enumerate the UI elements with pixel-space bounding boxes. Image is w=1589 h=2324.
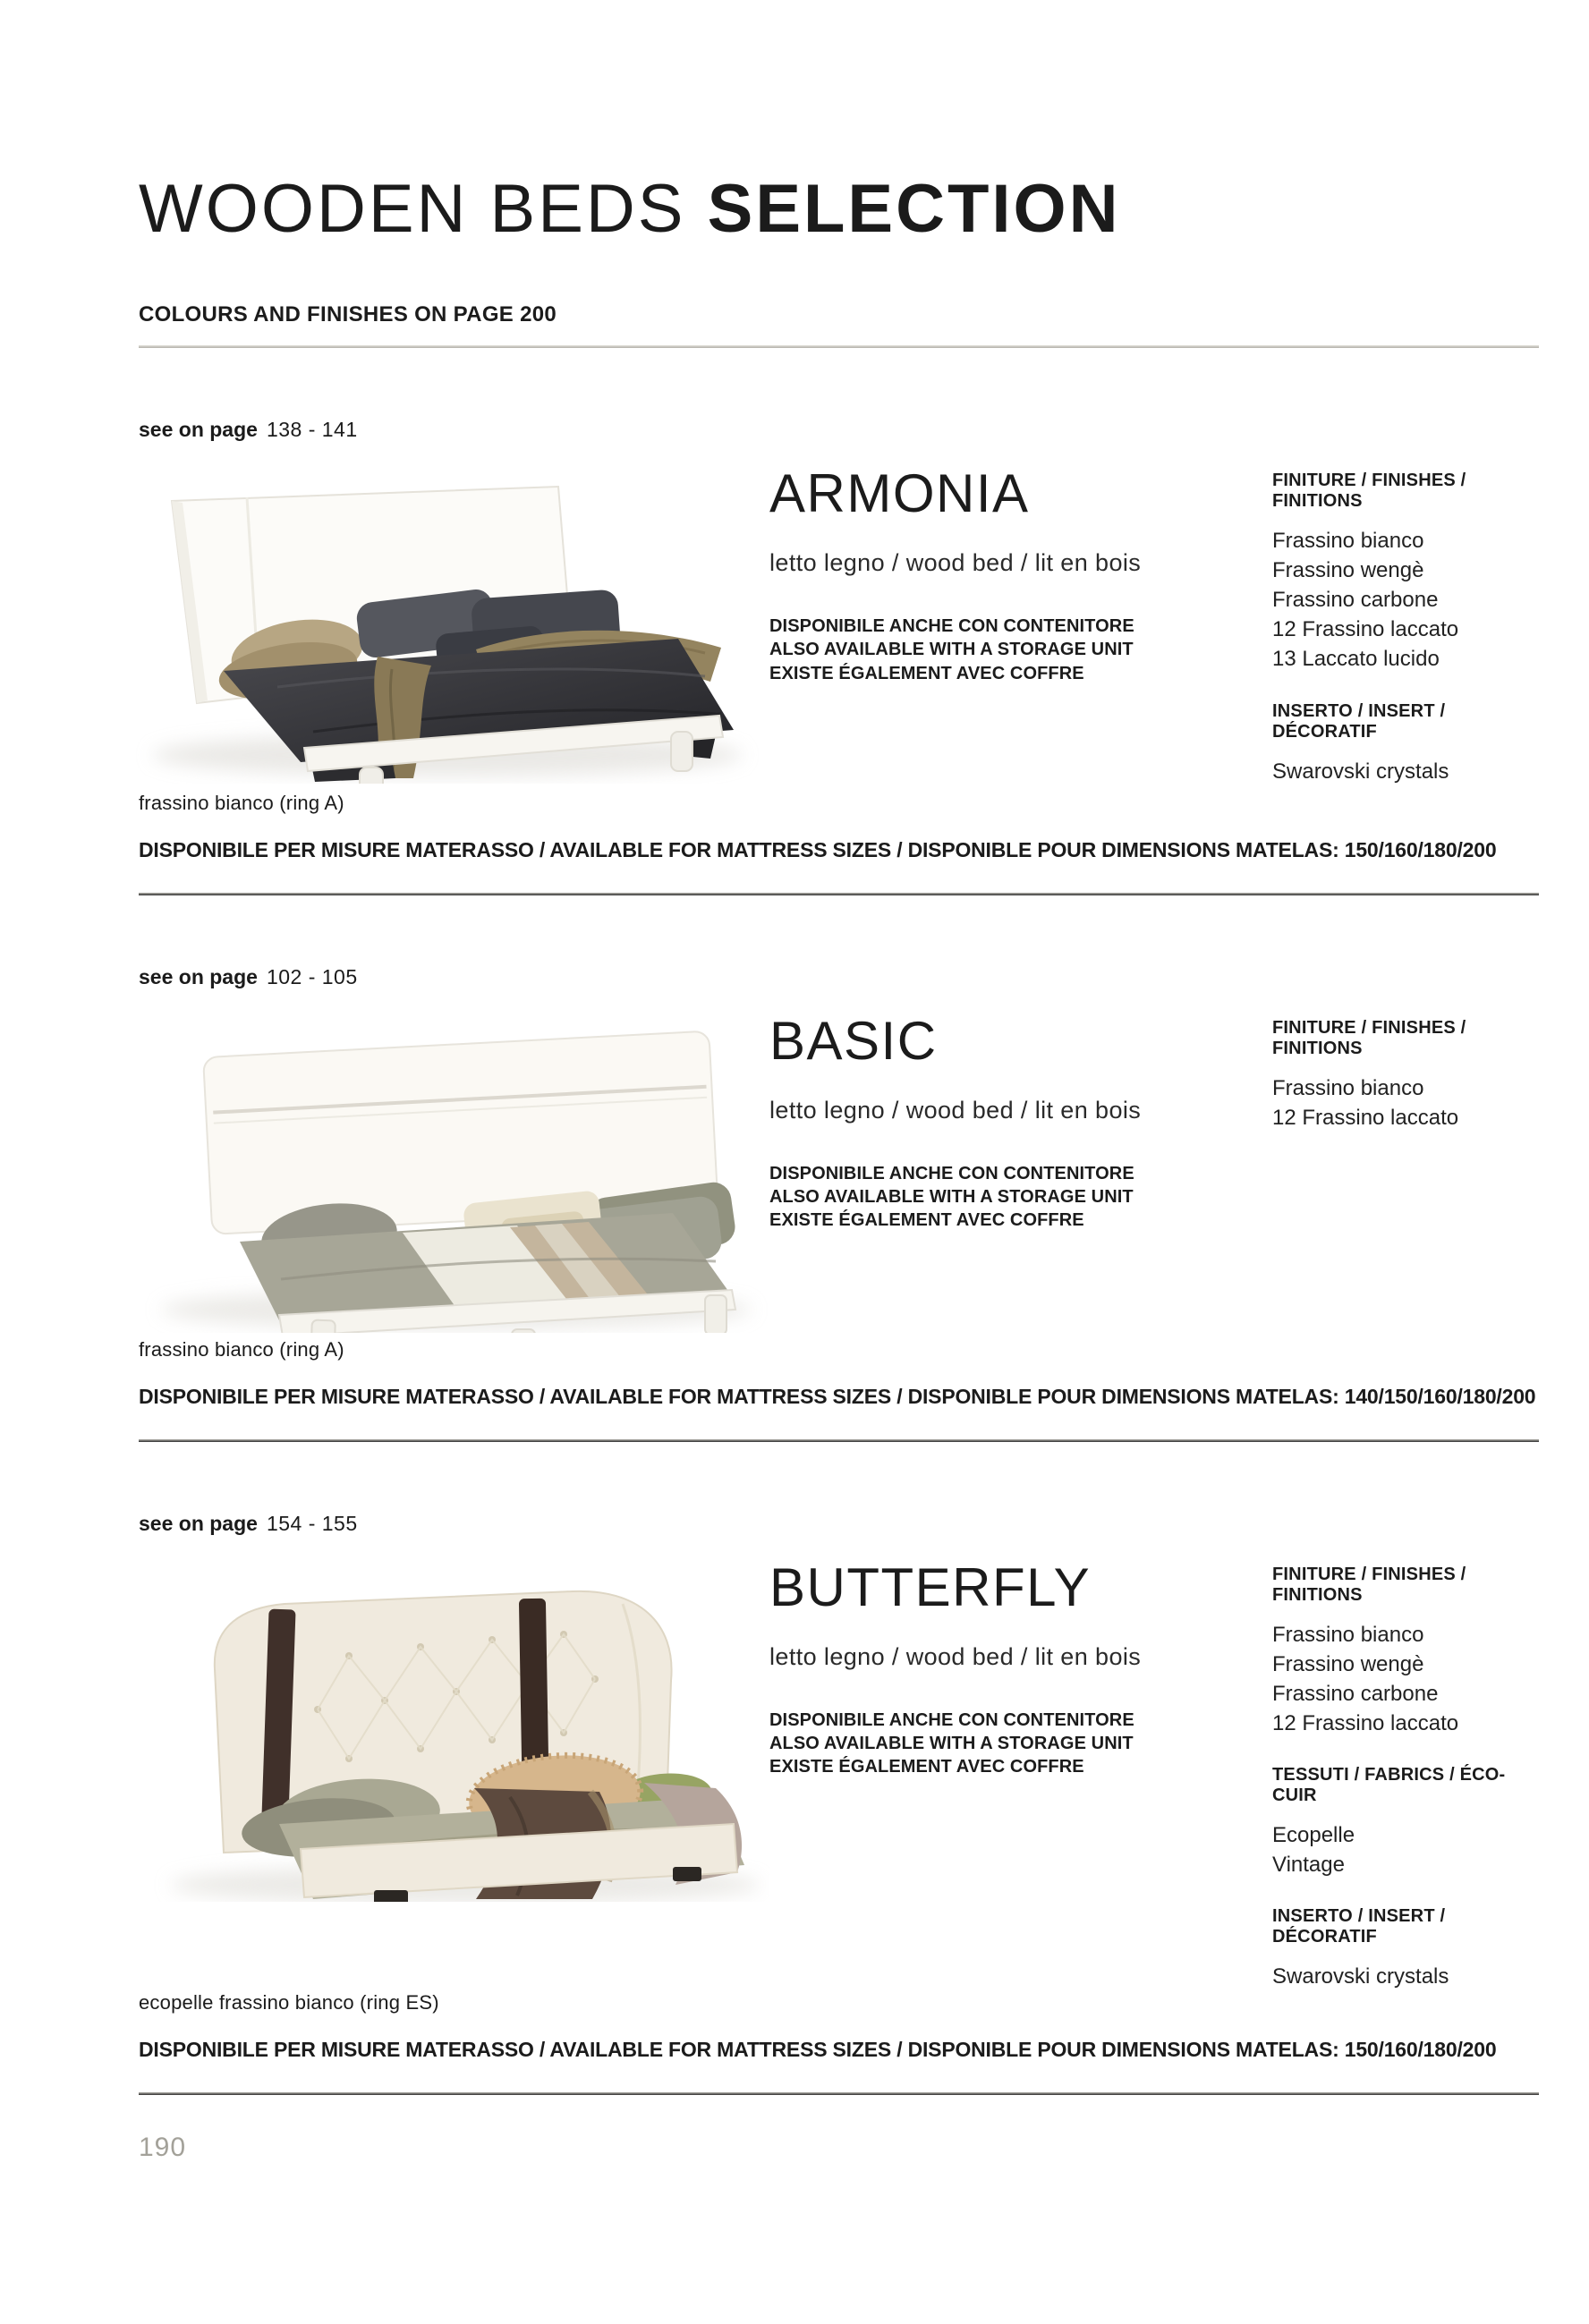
- storage-line-en: ALSO AVAILABLE WITH A STORAGE UNIT: [769, 1187, 1134, 1208]
- spec-heading: INSERTO / INSERT / DÉCORATIF: [1272, 700, 1446, 742]
- product-row: [139, 1011, 1539, 1333]
- spec-items: [1272, 1820, 1539, 1879]
- spec-item: Frassino carbone: [1272, 1681, 1439, 1706]
- see-on-page-value: 102 - 105: [266, 964, 358, 988]
- page-title-bold: SELECTION: [707, 171, 1121, 247]
- photo-caption: ecopelle frassino bianco (ring ES): [139, 1991, 439, 2014]
- product-section-armonia: [139, 418, 1539, 895]
- spec-item: Frassino wengè: [1272, 1651, 1424, 1676]
- product-section-butterfly: [139, 1512, 1539, 2096]
- storage-line-it: DISPONIBILE ANCHE CON CONTENITORE: [769, 616, 1134, 636]
- spec-items: [1272, 1620, 1539, 1738]
- spec-heading: TESSUTI / FABRICS / ÉCO-CUIR: [1272, 1765, 1506, 1806]
- product-specs: [1235, 1557, 1539, 1992]
- product-section-basic: [139, 965, 1539, 1442]
- armonia-bed-photo: [89, 463, 769, 784]
- section-divider: [139, 2092, 1539, 2095]
- spec-item: Frassino carbone: [1272, 588, 1439, 613]
- see-on-page-row: [139, 965, 1539, 989]
- butterfly-bed-photo: [89, 1557, 769, 1902]
- spec-heading: INSERTO / INSERT / DÉCORATIF: [1272, 1906, 1446, 1947]
- mattress-sizes-line: DISPONIBILE PER MISURE MATERASSO / AVAILABLE FOR MATTRESS SIZES / DISPONIBLE POUR DIMENSIONS MATELAS: 150/160/180/200: [139, 2038, 1497, 2062]
- page-title-light: WOODEN BEDS: [139, 171, 686, 247]
- storage-note: [769, 1709, 1235, 1779]
- spec-item: 12 Frassino laccato: [1272, 617, 1459, 642]
- spec-item: 12 Frassino laccato: [1272, 1710, 1459, 1735]
- product-info: [769, 463, 1235, 685]
- basic-bed-photo: [89, 1011, 769, 1333]
- spec-items: [1272, 1962, 1539, 1991]
- section-divider: [139, 1439, 1539, 1442]
- product-specs: [1235, 463, 1539, 786]
- product-name: BASIC: [769, 1010, 938, 1071]
- spec-item: 12 Frassino laccato: [1272, 1105, 1459, 1130]
- mattress-sizes-line: DISPONIBILE PER MISURE MATERASSO / AVAILABLE FOR MATTRESS SIZES / DISPONIBLE POUR DIMENSIONS MATELAS: 140/150/160/180/200: [139, 1384, 1536, 1408]
- header-divider: [139, 345, 1539, 348]
- photo-caption: frassino bianco (ring A): [139, 791, 344, 814]
- colours-finishes-note: COLOURS AND FINISHES ON PAGE 200: [139, 302, 557, 327]
- storage-line-it: DISPONIBILE ANCHE CON CONTENITORE: [769, 1163, 1134, 1183]
- spec-item: 13 Laccato lucido: [1272, 647, 1440, 672]
- product-info: [769, 1557, 1235, 1779]
- spec-item: Ecopelle: [1272, 1823, 1355, 1848]
- spec-group-finishes: [1272, 1018, 1539, 1132]
- spec-item: Frassino bianco: [1272, 1075, 1424, 1100]
- spec-heading: FINITURE / FINISHES / FINITIONS: [1272, 1564, 1466, 1605]
- spec-item: Vintage: [1272, 1853, 1345, 1878]
- see-on-page-label: see on page: [139, 1511, 258, 1535]
- storage-line-fr: EXISTE ÉGALEMENT AVEC COFFRE: [769, 1757, 1084, 1777]
- spec-items: [1272, 757, 1539, 786]
- spec-item: Swarovski crystals: [1272, 1964, 1449, 1989]
- spec-group-finishes: [1272, 1565, 1539, 1738]
- basic-bed-illustration: [89, 1011, 769, 1333]
- product-info: [769, 1011, 1235, 1233]
- product-type-line: letto legno / wood bed / lit en bois: [769, 549, 1142, 576]
- spec-items: [1272, 526, 1539, 674]
- storage-line-fr: EXISTE ÉGALEMENT AVEC COFFRE: [769, 1210, 1084, 1231]
- product-type-line: letto legno / wood bed / lit en bois: [769, 1096, 1142, 1124]
- see-on-page-value: 138 - 141: [266, 418, 358, 441]
- see-on-page-row: [139, 1512, 1539, 1536]
- spec-item: Frassino bianco: [1272, 1622, 1424, 1647]
- spec-item: Frassino wengè: [1272, 558, 1424, 583]
- spec-group-fabrics: [1272, 1765, 1539, 1879]
- product-name: BUTTERFLY: [769, 1556, 1092, 1617]
- see-on-page-label: see on page: [139, 964, 258, 988]
- storage-note: [769, 615, 1235, 685]
- storage-line-fr: EXISTE ÉGALEMENT AVEC COFFRE: [769, 663, 1084, 683]
- storage-line-it: DISPONIBILE ANCHE CON CONTENITORE: [769, 1709, 1134, 1730]
- spec-heading: FINITURE / FINISHES / FINITIONS: [1272, 471, 1466, 511]
- spec-group-insert: [1272, 701, 1539, 786]
- product-row: [139, 1557, 1539, 1992]
- mattress-sizes-line: DISPONIBILE PER MISURE MATERASSO / AVAILABLE FOR MATTRESS SIZES / DISPONIBLE POUR DIMENSIONS MATELAS: 150/160/180/200: [139, 837, 1497, 861]
- spec-group-insert: [1272, 1906, 1539, 1991]
- product-type-line: letto legno / wood bed / lit en bois: [769, 1642, 1142, 1670]
- spec-item: Swarovski crystals: [1272, 759, 1449, 784]
- page-title: [139, 0, 1539, 247]
- spec-item: Frassino bianco: [1272, 529, 1424, 553]
- spec-items: [1272, 1073, 1539, 1132]
- storage-line-en: ALSO AVAILABLE WITH A STORAGE UNIT: [769, 1734, 1134, 1754]
- spec-heading: FINITURE / FINISHES / FINITIONS: [1272, 1017, 1466, 1058]
- butterfly-bed-illustration: [89, 1557, 769, 1902]
- product-name: ARMONIA: [769, 463, 1030, 523]
- see-on-page-label: see on page: [139, 418, 258, 441]
- product-row: [139, 463, 1539, 786]
- armonia-bed-illustration: [89, 463, 769, 784]
- storage-line-en: ALSO AVAILABLE WITH A STORAGE UNIT: [769, 640, 1134, 660]
- see-on-page-row: [139, 418, 1539, 442]
- storage-note: [769, 1162, 1235, 1233]
- product-specs: [1235, 1011, 1539, 1132]
- spec-group-finishes: [1272, 471, 1539, 674]
- photo-caption: frassino bianco (ring A): [139, 1337, 344, 1361]
- section-divider: [139, 893, 1539, 895]
- see-on-page-value: 154 - 155: [266, 1511, 358, 1535]
- page-number: 190: [139, 2133, 187, 2163]
